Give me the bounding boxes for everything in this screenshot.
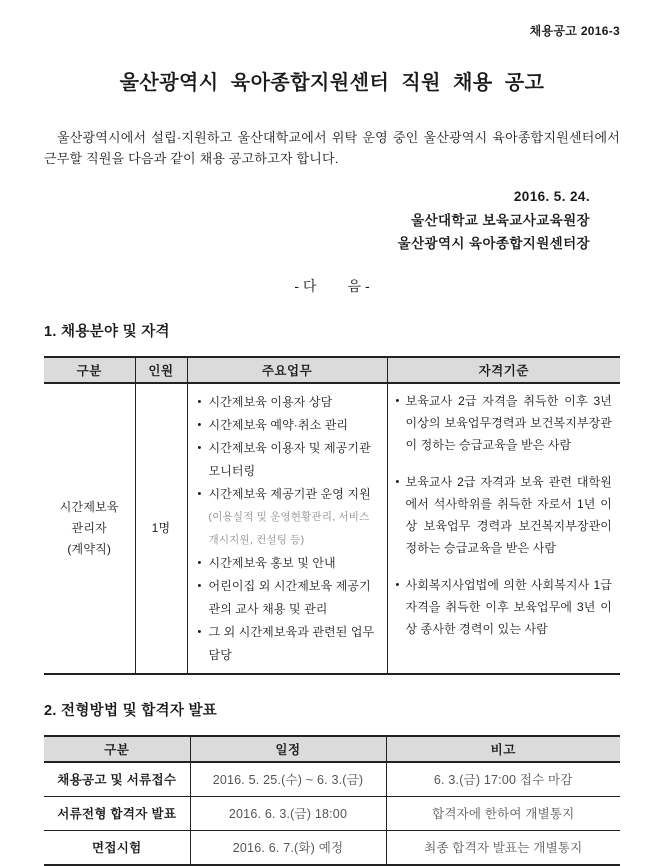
intro-paragraph: 울산광역시에서 설립·지원하고 울산대학교에서 위탁 운영 중인 울산광역시 육아종합지원센터에서 근무할 직원을 다음과 같이 채용 공고하고자 합니다. — [44, 130, 620, 166]
table-row — [44, 830, 620, 865]
note-cell: 최종 합격자 발표는 개별통지 — [386, 830, 620, 865]
section-2-heading: 2. 전형방법 및 합격자 발표 — [44, 702, 218, 719]
doc-number: 채용공고 2016-3 — [529, 24, 620, 38]
duties-cell — [187, 383, 387, 674]
da-eum-divider: - 다 음 - — [294, 277, 370, 294]
col-header-category: 구분 — [44, 736, 190, 762]
category-line: (계약직) — [67, 541, 112, 556]
schedule-table — [44, 735, 620, 866]
duty-item — [198, 552, 381, 575]
duty-item — [198, 575, 381, 621]
table-row — [44, 796, 620, 830]
signature-block — [44, 185, 620, 256]
note-cell: 합격자에 한하여 개별통지 — [386, 796, 620, 830]
section-1 — [44, 322, 620, 675]
duty-note: (이용실적 및 운영현황관리, 서비스 개시지원, 컨설팅 등) — [208, 510, 370, 546]
qualification-item: • 보육교사 2급 자격을 취득한 이후 3년 이상의 보육업무경력과 보건복지부장관이 정하는 승급교육을 받은 사람 — [396, 390, 613, 456]
col-header-category: 구분 — [44, 357, 135, 383]
duty-item — [198, 414, 381, 437]
duties-list — [188, 384, 387, 673]
schedule-cell: 2016. 5. 25.(수) ~ 6. 3.(금) — [190, 762, 386, 797]
qualification-item: • 사회복지사업법에 의한 사회복지사 1급 자격을 취득한 이후 보육업무에 3년 이상 종사한 경력이 있는 사람 — [396, 574, 613, 640]
schedule-cell: 2016. 6. 7.(화) 예정 — [190, 830, 386, 865]
table-row — [44, 762, 620, 797]
phase-cell: 채용공고 및 서류접수 — [44, 762, 190, 797]
col-header-schedule: 일정 — [190, 736, 386, 762]
section-2 — [44, 701, 620, 866]
duty-text: 시간제보육 이용자 상담 — [208, 394, 333, 409]
duty-item — [198, 621, 381, 667]
qualifications-list — [388, 384, 621, 646]
note-cell: 6. 3.(금) 17:00 접수 마감 — [386, 762, 620, 797]
duty-item — [198, 437, 381, 483]
category-line: 시간제보육 — [59, 499, 119, 514]
signer-1: 울산대학교 보육교사교육원장 — [411, 212, 590, 228]
col-header-qualifications: 자격기준 — [387, 357, 620, 383]
duty-text: 시간제보육 예약·취소 관리 — [208, 417, 349, 432]
qualification-item: • 보육교사 2급 자격과 보육 관련 대학원에서 석사학위를 취득한 자로서 1년 이상 보육업무 경력과 보건복지부장관이 정하는 승급교육을 받은 사람 — [396, 471, 613, 559]
phase-cell: 면접시험 — [91, 841, 142, 855]
phase-cell: 서류전형 합격자 발표 — [44, 796, 190, 830]
table-header-row — [44, 357, 620, 383]
duty-text: 어린이집 외 시간제보육 제공기관의 교사 채용 및 관리 — [208, 578, 371, 616]
page-title: 울산광역시 육아종합지원센터 직원 채용 공고 — [119, 72, 545, 94]
duty-text: 그 외 시간제보육과 관련된 업무 담당 — [208, 624, 375, 662]
qualifications-cell — [387, 383, 620, 674]
category-cell — [44, 383, 135, 674]
duty-item — [198, 483, 381, 552]
announcement-date: 2016. 5. 24. — [513, 189, 590, 204]
duty-text: 시간제보육 제공기관 운영 지원 — [208, 486, 371, 501]
section-1-heading: 1. 채용분야 및 자격 — [44, 323, 170, 340]
signer-2: 울산광역시 육아종합지원센터장 — [397, 236, 590, 251]
duty-item — [198, 391, 381, 414]
duty-text: 시간제보육 이용자 및 제공기관 모니터링 — [208, 440, 371, 478]
table-row — [44, 383, 620, 674]
col-header-duties: 주요업무 — [187, 357, 387, 383]
col-header-note: 비고 — [386, 736, 620, 762]
headcount-cell: 1명 — [135, 383, 187, 674]
recruitment-table — [44, 356, 620, 675]
table-header-row — [44, 736, 620, 762]
duty-text: 시간제보육 홍보 및 안내 — [208, 555, 336, 570]
schedule-cell: 2016. 6. 3.(금) 18:00 — [190, 796, 386, 830]
category-line: 관리자 — [71, 520, 107, 535]
col-header-headcount: 인원 — [135, 357, 187, 383]
